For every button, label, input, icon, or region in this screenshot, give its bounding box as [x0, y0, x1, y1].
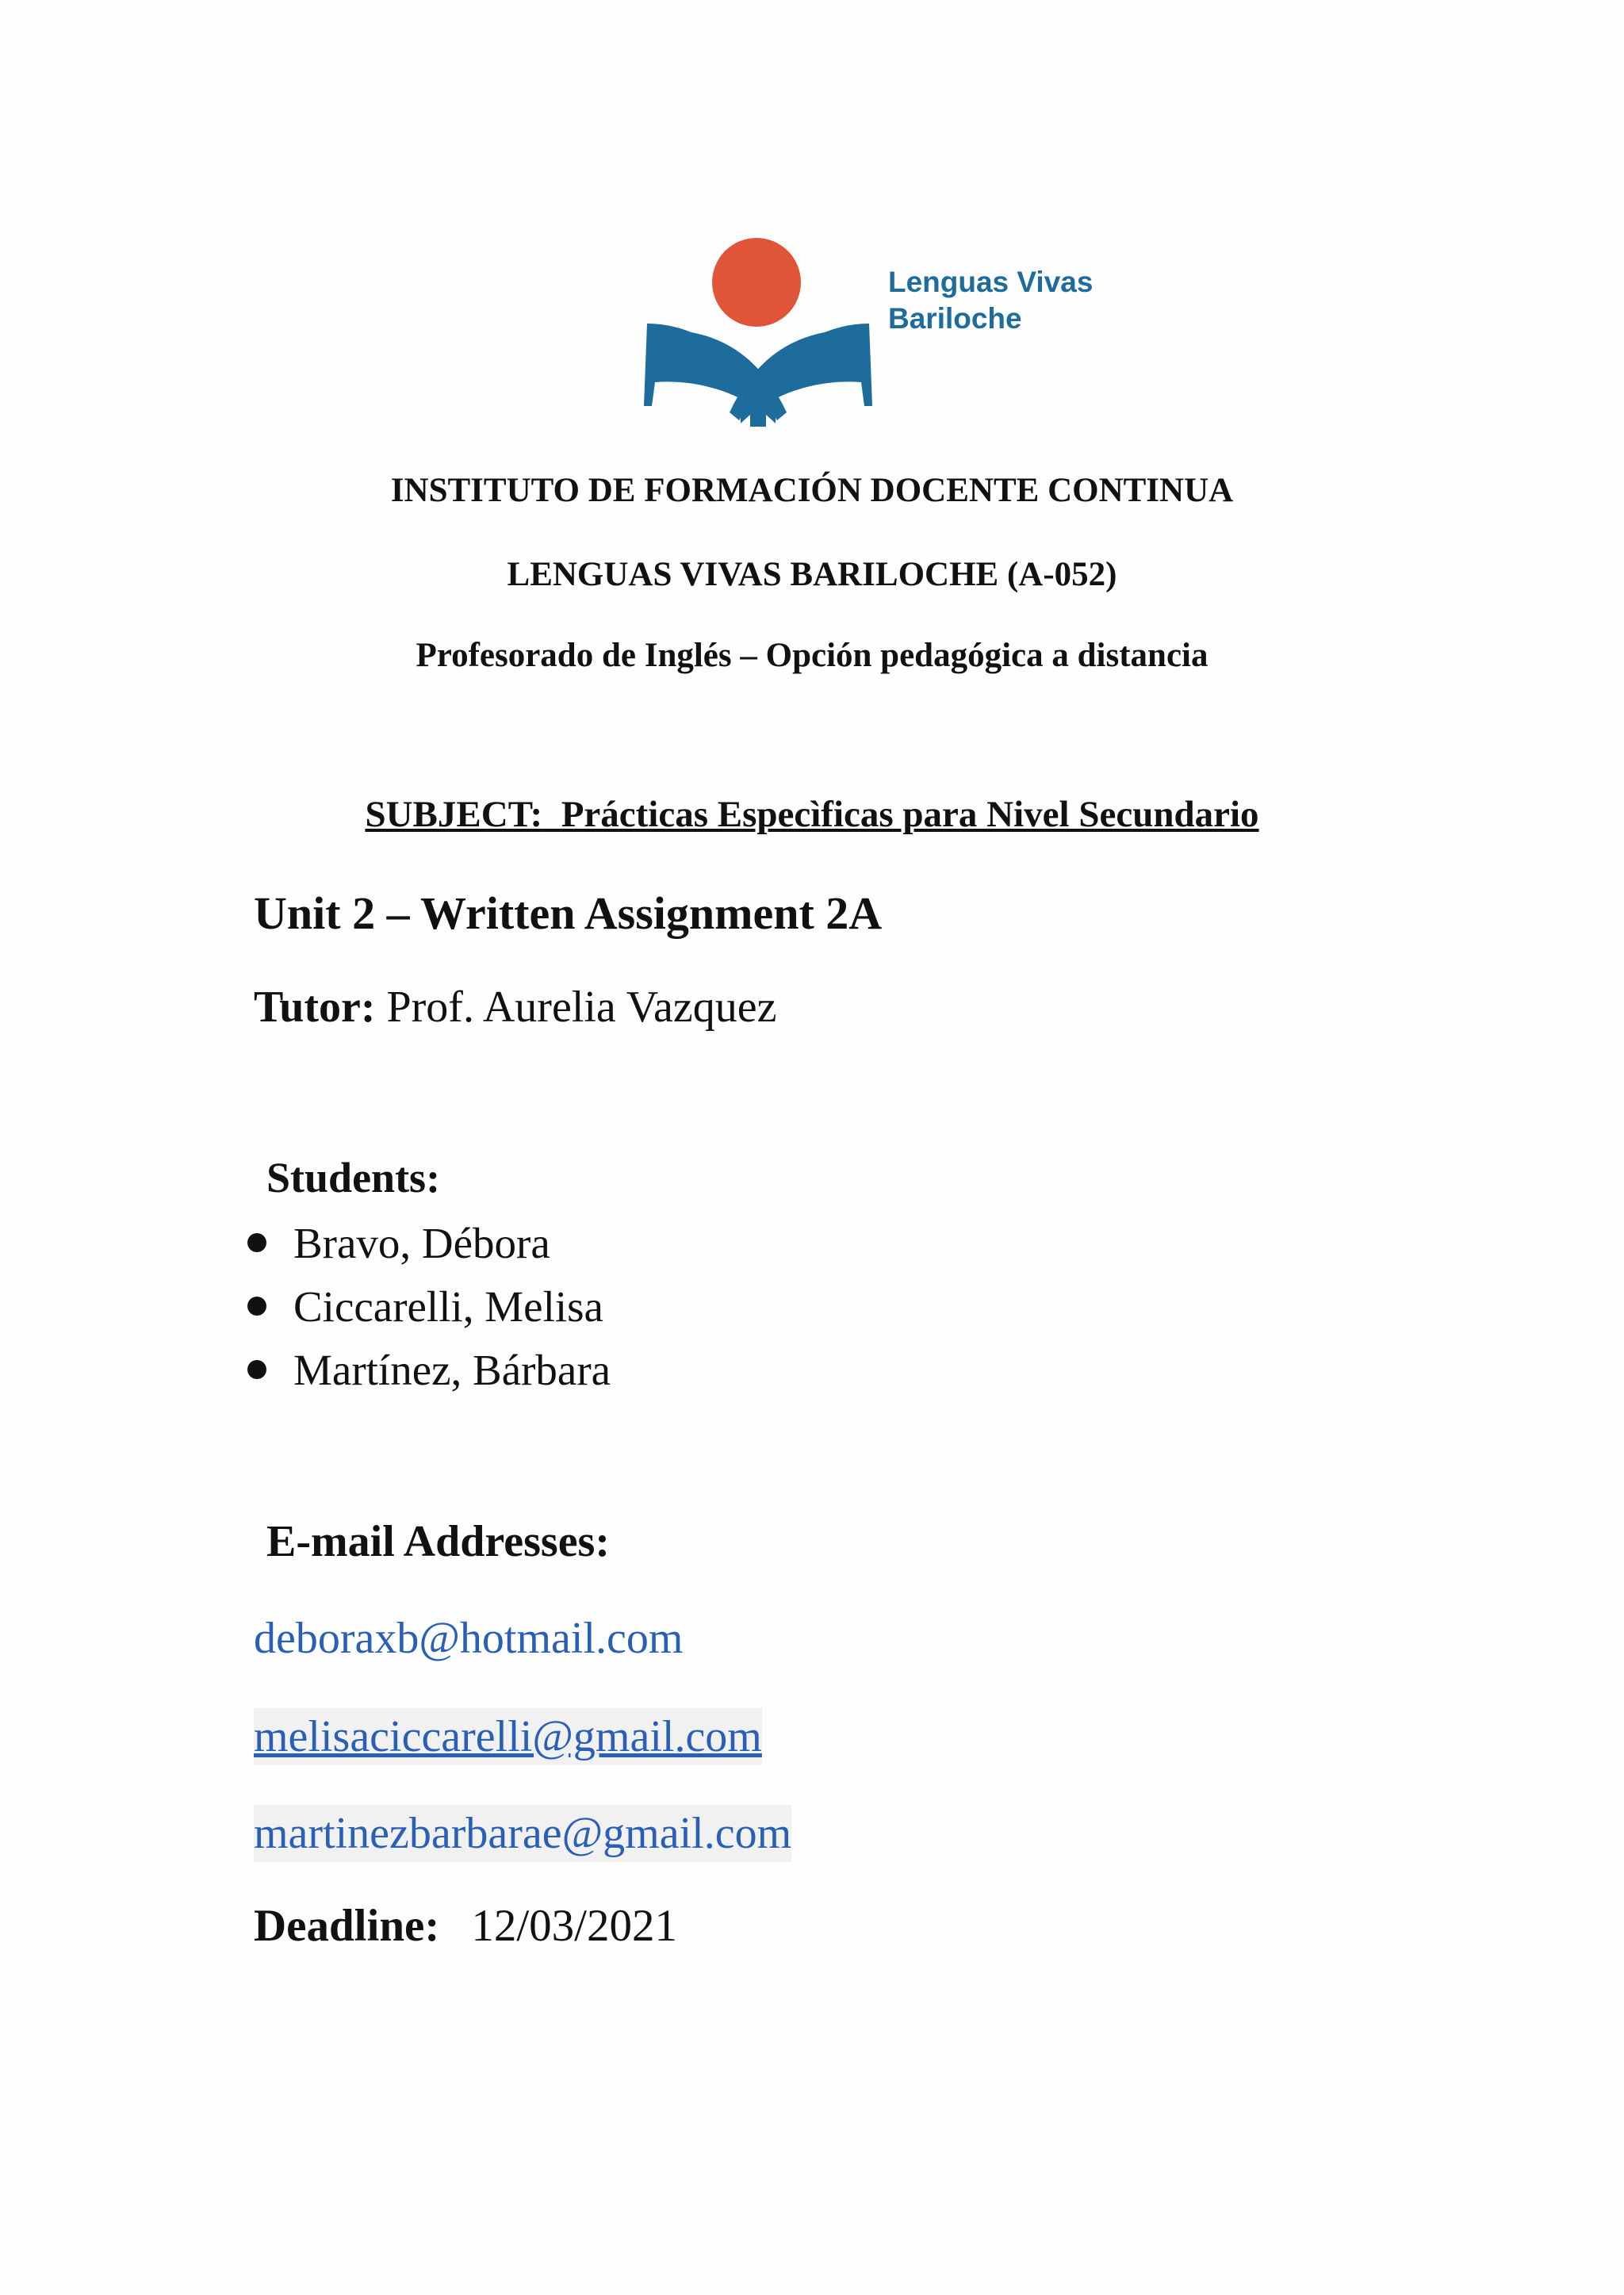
students-heading: Students:	[266, 1154, 441, 1201]
tutor-line	[254, 982, 776, 1033]
deadline-line	[254, 1900, 677, 1952]
student-name: Bravo, Débora	[293, 1219, 550, 1267]
logo-sun	[712, 238, 801, 327]
institute-logo	[641, 236, 1094, 436]
program-name: Profesorado de Inglés – Opción pedagógica a distancia	[416, 637, 1208, 674]
unit-title: Unit 2 – Written Assignment 2A	[254, 887, 883, 939]
institute-name: INSTITUTO DE FORMACIÓN DOCENTE CONTINUA	[390, 472, 1234, 509]
tutor-name: Prof. Aurelia Vazquez	[386, 983, 777, 1032]
bullet-icon	[247, 1297, 266, 1316]
institute-name-line2: LENGUAS VIVAS BARILOCHE (A-052)	[507, 556, 1117, 593]
bullet-icon	[247, 1360, 266, 1379]
email-link[interactable]: melisaciccarelli@gmail.com	[254, 1708, 762, 1765]
student-name: Martínez, Bárbara	[293, 1346, 611, 1394]
subject-label: SUBJECT:	[365, 794, 543, 835]
student-list-item	[247, 1282, 603, 1331]
bullet-icon	[247, 1233, 266, 1252]
logo-text-line1: Lenguas Vivas	[888, 266, 1094, 298]
student-list-item	[247, 1218, 550, 1268]
subject-line	[0, 793, 1624, 836]
deadline-date: 12/03/2021	[471, 1901, 678, 1951]
logo-text-line2: Bariloche	[888, 302, 1022, 335]
email-link[interactable]: martinezbarbarae@gmail.com	[254, 1805, 791, 1862]
subject-value: Prácticas Especìficas para Nivel Secundario	[561, 794, 1259, 835]
student-list-item	[247, 1345, 611, 1395]
tutor-label: Tutor:	[254, 983, 376, 1032]
email-link[interactable]: deboraxb@hotmail.com	[254, 1614, 684, 1663]
student-name: Ciccarelli, Melisa	[293, 1282, 603, 1331]
email-heading: E-mail Addresses:	[266, 1517, 610, 1566]
deadline-label: Deadline:	[254, 1901, 440, 1951]
